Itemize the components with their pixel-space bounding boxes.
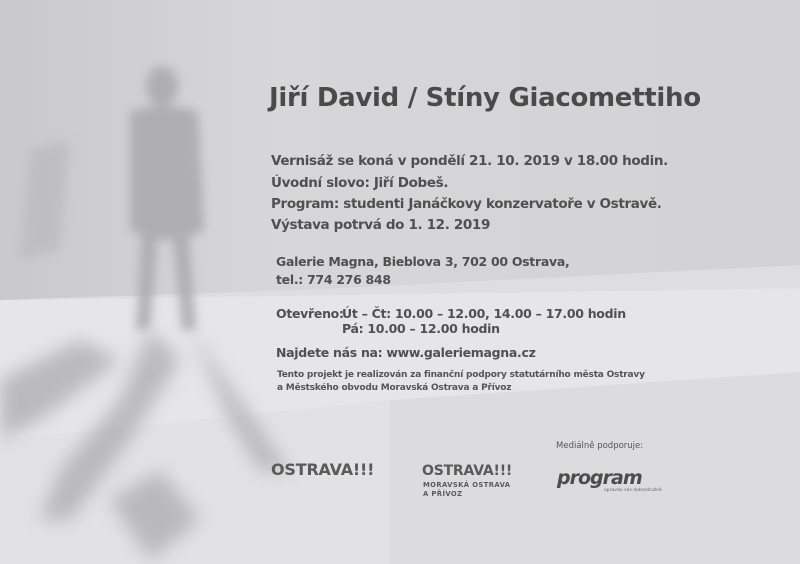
program-logo: program	[557, 467, 642, 489]
info-line-opening: Vernisáž se koná v pondělí 21. 10. 2019 v 18.00 hodin.	[271, 153, 668, 169]
info-line-speech: Úvodní slovo: Jiří Dobeš.	[271, 175, 449, 191]
hours-weekdays: Út – Čt: 10.00 – 12.00, 14.00 – 17.00 hodin	[342, 306, 626, 321]
info-line-program: Program: studenti Janáčkovy konzervatoře v Ostravě.	[271, 196, 662, 212]
ostrava-city-logo: OSTRAVA!!!	[271, 460, 375, 479]
media-label: Mediálně podporuje:	[556, 441, 644, 451]
info-line-duration: Výstava potrvá do 1. 12. 2019	[271, 217, 491, 233]
hours-label: Otevřeno:	[276, 306, 344, 321]
gallery-address: Galerie Magna, Bieblova 3, 702 00 Ostrava,	[276, 254, 570, 269]
support-text-line1: Tento projekt je realizován za finanční podpory statutárního města Ostravy	[277, 370, 645, 380]
program-logo-sub: opravdu vás dobrodružně	[604, 488, 662, 493]
gallery-phone: tel.: 774 276 848	[276, 272, 391, 287]
website-link[interactable]: Najdete nás na: www.galeriemagna.cz	[276, 345, 536, 360]
ostrava-district-sub-1: MORAVSKÁ OSTRAVA	[423, 481, 511, 489]
ostrava-district-sub-2: A PŘÍVOZ	[423, 490, 463, 498]
page-title: Jiří David / Stíny Giacomettiho	[269, 83, 701, 113]
hours-friday: Pá: 10.00 – 12.00 hodin	[342, 321, 500, 336]
ostrava-district-logo: OSTRAVA!!!	[422, 463, 513, 479]
support-text-line2: a Městského obvodu Moravská Ostrava a Přívoz	[277, 383, 512, 393]
